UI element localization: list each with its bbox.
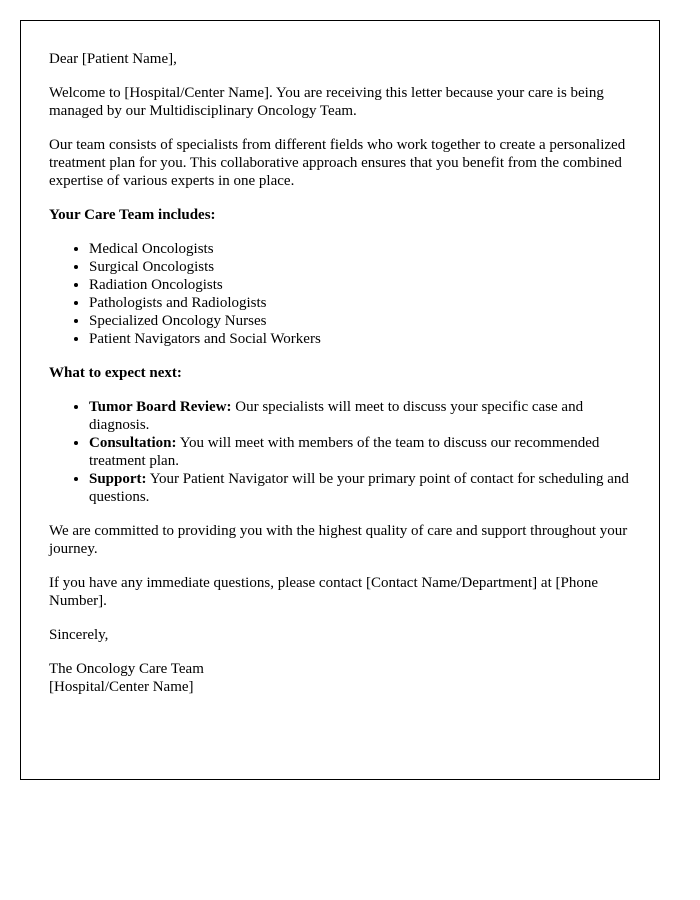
next-step-item bbox=[89, 434, 631, 470]
care-team-list bbox=[49, 240, 631, 348]
care-team-item: • Radiation Oncologists bbox=[89, 276, 631, 294]
signature-organization: [Hospital/Center Name] bbox=[49, 679, 194, 695]
letter-container bbox=[20, 20, 660, 780]
care-team-heading: Your Care Team includes: bbox=[49, 207, 216, 223]
care-team-item: • Pathologists and Radiologists bbox=[89, 294, 631, 312]
next-step-text: You will meet with members of the team to discuss our recommended treatment plan. bbox=[89, 435, 600, 469]
care-team-item: • Surgical Oncologists bbox=[89, 258, 631, 276]
next-step-item bbox=[89, 398, 631, 434]
care-team-item: • Patient Navigators and Social Workers bbox=[89, 330, 631, 348]
closing: Sincerely, bbox=[49, 627, 109, 643]
next-step-text: Our specialists will meet to discuss your specific case and diagnosis. bbox=[89, 399, 584, 433]
next-step-term: Consultation: bbox=[89, 435, 177, 451]
salutation: Dear [Patient Name], bbox=[49, 51, 177, 67]
signature-block bbox=[49, 660, 631, 696]
welcome-paragraph: Welcome to [Hospital/Center Name]. You are receiving this letter because your care is being managed by our Multidisciplinary Oncology Team. bbox=[49, 85, 604, 119]
next-step-term: Support: bbox=[89, 471, 147, 487]
care-team-item: • Specialized Oncology Nurses bbox=[89, 312, 631, 330]
team-intro-paragraph: Our team consists of specialists from different fields who work together to create a personalized treatment plan for you. This collaborative approach ensures that you benefit from the combined expertise of various experts in one place. bbox=[49, 137, 626, 189]
care-team-item: • Medical Oncologists bbox=[89, 240, 631, 258]
next-steps-list bbox=[49, 398, 631, 506]
next-steps-heading: What to expect next: bbox=[49, 365, 182, 381]
next-step-text: Your Patient Navigator will be your primary point of contact for scheduling and questions. bbox=[89, 471, 629, 505]
signature-team: The Oncology Care Team bbox=[49, 661, 204, 677]
contact-paragraph: If you have any immediate questions, please contact [Contact Name/Department] at [Phone Number]. bbox=[49, 575, 598, 609]
next-step-item bbox=[89, 470, 631, 506]
commitment-paragraph: We are committed to providing you with the highest quality of care and support throughout your journey. bbox=[49, 523, 628, 557]
next-step-term: Tumor Board Review: bbox=[89, 399, 232, 415]
